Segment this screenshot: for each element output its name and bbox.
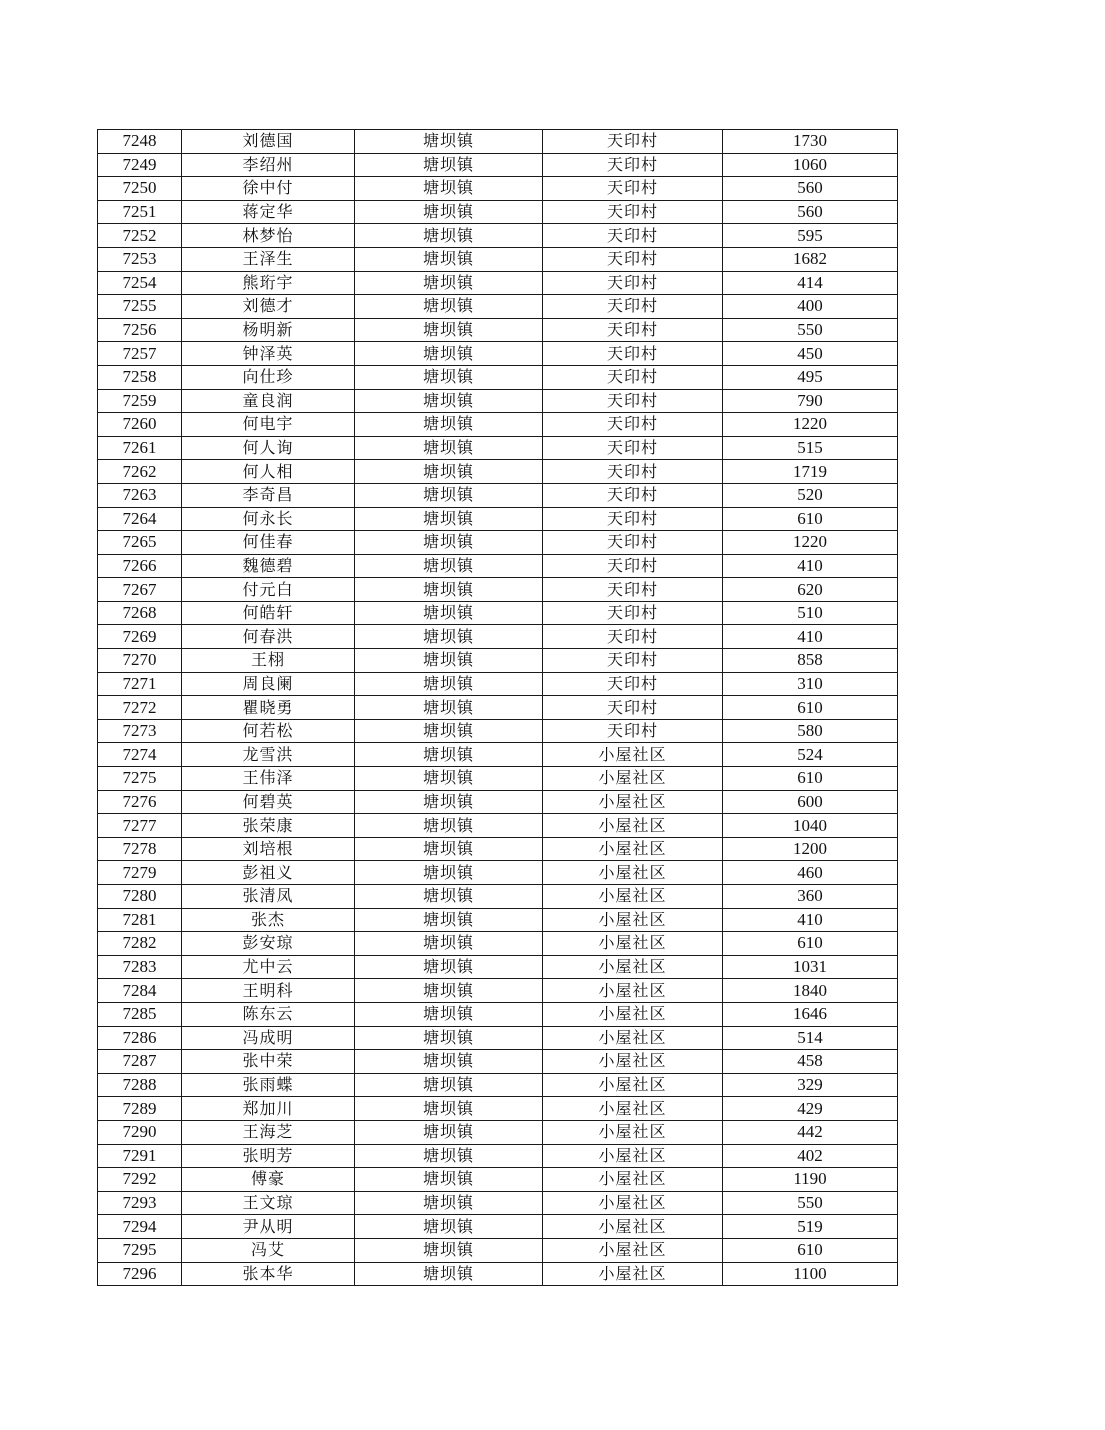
- row-number-cell: 7255: [98, 295, 182, 319]
- name-cell: 何电宇: [182, 413, 355, 437]
- amount-cell: 1031: [723, 955, 898, 979]
- village-cell: 天印村: [543, 177, 723, 201]
- amount-cell: 524: [723, 743, 898, 767]
- table-row: [98, 389, 898, 413]
- village-cell: 天印村: [543, 153, 723, 177]
- town-cell: 塘坝镇: [355, 955, 543, 979]
- village-cell: 天印村: [543, 531, 723, 555]
- table-row: [98, 649, 898, 673]
- name-cell: 尤中云: [182, 955, 355, 979]
- name-cell: 尹从明: [182, 1215, 355, 1239]
- row-number-cell: 7270: [98, 649, 182, 673]
- name-cell: 何碧英: [182, 790, 355, 814]
- town-cell: 塘坝镇: [355, 979, 543, 1003]
- name-cell: 张荣康: [182, 814, 355, 838]
- amount-cell: 410: [723, 908, 898, 932]
- amount-cell: 400: [723, 295, 898, 319]
- name-cell: 徐中付: [182, 177, 355, 201]
- table-row: [98, 1215, 898, 1239]
- amount-cell: 560: [723, 177, 898, 201]
- row-number-cell: 7288: [98, 1073, 182, 1097]
- amount-cell: 560: [723, 200, 898, 224]
- town-cell: 塘坝镇: [355, 814, 543, 838]
- name-cell: 瞿晓勇: [182, 696, 355, 720]
- row-number-cell: 7287: [98, 1050, 182, 1074]
- table-row: [98, 1238, 898, 1262]
- amount-cell: 410: [723, 625, 898, 649]
- village-cell: 天印村: [543, 460, 723, 484]
- name-cell: 张明芳: [182, 1144, 355, 1168]
- name-cell: 张杰: [182, 908, 355, 932]
- table-row: [98, 814, 898, 838]
- table-row: [98, 837, 898, 861]
- village-cell: 天印村: [543, 318, 723, 342]
- amount-cell: 610: [723, 1238, 898, 1262]
- village-cell: 小屋社区: [543, 932, 723, 956]
- town-cell: 塘坝镇: [355, 1073, 543, 1097]
- table-row: [98, 625, 898, 649]
- amount-cell: 595: [723, 224, 898, 248]
- table-row: [98, 719, 898, 743]
- name-cell: 何若松: [182, 719, 355, 743]
- row-number-cell: 7289: [98, 1097, 182, 1121]
- amount-cell: 550: [723, 1191, 898, 1215]
- village-cell: 天印村: [543, 436, 723, 460]
- amount-cell: 519: [723, 1215, 898, 1239]
- village-cell: 小屋社区: [543, 1120, 723, 1144]
- village-cell: 小屋社区: [543, 979, 723, 1003]
- village-cell: 天印村: [543, 413, 723, 437]
- village-cell: 小屋社区: [543, 814, 723, 838]
- town-cell: 塘坝镇: [355, 649, 543, 673]
- row-number-cell: 7278: [98, 837, 182, 861]
- amount-cell: 580: [723, 719, 898, 743]
- village-cell: 天印村: [543, 483, 723, 507]
- row-number-cell: 7249: [98, 153, 182, 177]
- name-cell: 何皓轩: [182, 601, 355, 625]
- amount-cell: 402: [723, 1144, 898, 1168]
- amount-cell: 1100: [723, 1262, 898, 1286]
- town-cell: 塘坝镇: [355, 365, 543, 389]
- name-cell: 林梦怡: [182, 224, 355, 248]
- village-cell: 天印村: [543, 295, 723, 319]
- town-cell: 塘坝镇: [355, 672, 543, 696]
- table-row: [98, 743, 898, 767]
- name-cell: 付元白: [182, 578, 355, 602]
- table-row: [98, 554, 898, 578]
- village-cell: 小屋社区: [543, 1073, 723, 1097]
- village-cell: 天印村: [543, 365, 723, 389]
- village-cell: 天印村: [543, 130, 723, 154]
- row-number-cell: 7292: [98, 1168, 182, 1192]
- village-cell: 小屋社区: [543, 1168, 723, 1192]
- town-cell: 塘坝镇: [355, 460, 543, 484]
- name-cell: 王明科: [182, 979, 355, 1003]
- table-row: [98, 1144, 898, 1168]
- name-cell: 郑加川: [182, 1097, 355, 1121]
- village-cell: 小屋社区: [543, 955, 723, 979]
- name-cell: 王栩: [182, 649, 355, 673]
- name-cell: 何人询: [182, 436, 355, 460]
- town-cell: 塘坝镇: [355, 885, 543, 909]
- row-number-cell: 7284: [98, 979, 182, 1003]
- town-cell: 塘坝镇: [355, 554, 543, 578]
- village-cell: 天印村: [543, 696, 723, 720]
- name-cell: 陈东云: [182, 1002, 355, 1026]
- table-row: [98, 177, 898, 201]
- row-number-cell: 7253: [98, 247, 182, 271]
- village-cell: 小屋社区: [543, 767, 723, 791]
- amount-cell: 1200: [723, 837, 898, 861]
- town-cell: 塘坝镇: [355, 1262, 543, 1286]
- town-cell: 塘坝镇: [355, 1168, 543, 1192]
- town-cell: 塘坝镇: [355, 1120, 543, 1144]
- table-row: [98, 1120, 898, 1144]
- name-cell: 童良润: [182, 389, 355, 413]
- table-row: [98, 483, 898, 507]
- table-row: [98, 460, 898, 484]
- village-cell: 天印村: [543, 271, 723, 295]
- amount-cell: 1730: [723, 130, 898, 154]
- table-row: [98, 979, 898, 1003]
- village-cell: 天印村: [543, 649, 723, 673]
- row-number-cell: 7273: [98, 719, 182, 743]
- row-number-cell: 7276: [98, 790, 182, 814]
- name-cell: 王伟泽: [182, 767, 355, 791]
- row-number-cell: 7260: [98, 413, 182, 437]
- row-number-cell: 7267: [98, 578, 182, 602]
- table-row: [98, 153, 898, 177]
- table-row: [98, 531, 898, 555]
- town-cell: 塘坝镇: [355, 483, 543, 507]
- village-cell: 小屋社区: [543, 1191, 723, 1215]
- name-cell: 钟泽英: [182, 342, 355, 366]
- row-number-cell: 7250: [98, 177, 182, 201]
- name-cell: 李奇昌: [182, 483, 355, 507]
- name-cell: 冯艾: [182, 1238, 355, 1262]
- name-cell: 杨明新: [182, 318, 355, 342]
- town-cell: 塘坝镇: [355, 837, 543, 861]
- row-number-cell: 7252: [98, 224, 182, 248]
- amount-cell: 514: [723, 1026, 898, 1050]
- name-cell: 龙雪洪: [182, 743, 355, 767]
- table-row: [98, 1002, 898, 1026]
- name-cell: 傅豪: [182, 1168, 355, 1192]
- village-cell: 天印村: [543, 601, 723, 625]
- data-table: [97, 129, 898, 1286]
- table-row: [98, 200, 898, 224]
- row-number-cell: 7281: [98, 908, 182, 932]
- row-number-cell: 7294: [98, 1215, 182, 1239]
- row-number-cell: 7295: [98, 1238, 182, 1262]
- town-cell: 塘坝镇: [355, 790, 543, 814]
- row-number-cell: 7262: [98, 460, 182, 484]
- town-cell: 塘坝镇: [355, 130, 543, 154]
- table-row: [98, 696, 898, 720]
- name-cell: 刘德才: [182, 295, 355, 319]
- name-cell: 王海芝: [182, 1120, 355, 1144]
- amount-cell: 329: [723, 1073, 898, 1097]
- village-cell: 天印村: [543, 554, 723, 578]
- table-row: [98, 1168, 898, 1192]
- town-cell: 塘坝镇: [355, 1238, 543, 1262]
- town-cell: 塘坝镇: [355, 224, 543, 248]
- name-cell: 刘培根: [182, 837, 355, 861]
- table-row: [98, 932, 898, 956]
- name-cell: 何永长: [182, 507, 355, 531]
- row-number-cell: 7264: [98, 507, 182, 531]
- village-cell: 天印村: [543, 247, 723, 271]
- town-cell: 塘坝镇: [355, 271, 543, 295]
- amount-cell: 458: [723, 1050, 898, 1074]
- village-cell: 小屋社区: [543, 1002, 723, 1026]
- table-row: [98, 578, 898, 602]
- amount-cell: 610: [723, 767, 898, 791]
- village-cell: 天印村: [543, 625, 723, 649]
- row-number-cell: 7277: [98, 814, 182, 838]
- town-cell: 塘坝镇: [355, 908, 543, 932]
- table-row: [98, 767, 898, 791]
- table-row: [98, 908, 898, 932]
- village-cell: 小屋社区: [543, 1050, 723, 1074]
- town-cell: 塘坝镇: [355, 153, 543, 177]
- amount-cell: 1040: [723, 814, 898, 838]
- name-cell: 彭安琼: [182, 932, 355, 956]
- amount-cell: 360: [723, 885, 898, 909]
- row-number-cell: 7293: [98, 1191, 182, 1215]
- row-number-cell: 7248: [98, 130, 182, 154]
- name-cell: 魏德碧: [182, 554, 355, 578]
- name-cell: 李绍州: [182, 153, 355, 177]
- amount-cell: 1840: [723, 979, 898, 1003]
- village-cell: 小屋社区: [543, 743, 723, 767]
- town-cell: 塘坝镇: [355, 696, 543, 720]
- town-cell: 塘坝镇: [355, 436, 543, 460]
- village-cell: 小屋社区: [543, 885, 723, 909]
- amount-cell: 429: [723, 1097, 898, 1121]
- town-cell: 塘坝镇: [355, 318, 543, 342]
- name-cell: 彭祖义: [182, 861, 355, 885]
- village-cell: 小屋社区: [543, 1026, 723, 1050]
- town-cell: 塘坝镇: [355, 507, 543, 531]
- table-row: [98, 130, 898, 154]
- town-cell: 塘坝镇: [355, 932, 543, 956]
- amount-cell: 1682: [723, 247, 898, 271]
- amount-cell: 414: [723, 271, 898, 295]
- town-cell: 塘坝镇: [355, 342, 543, 366]
- village-cell: 小屋社区: [543, 837, 723, 861]
- town-cell: 塘坝镇: [355, 1144, 543, 1168]
- row-number-cell: 7268: [98, 601, 182, 625]
- row-number-cell: 7282: [98, 932, 182, 956]
- amount-cell: 450: [723, 342, 898, 366]
- row-number-cell: 7286: [98, 1026, 182, 1050]
- village-cell: 小屋社区: [543, 790, 723, 814]
- amount-cell: 515: [723, 436, 898, 460]
- table-row: [98, 1073, 898, 1097]
- table-row: [98, 672, 898, 696]
- amount-cell: 1190: [723, 1168, 898, 1192]
- row-number-cell: 7261: [98, 436, 182, 460]
- row-number-cell: 7258: [98, 365, 182, 389]
- village-cell: 天印村: [543, 507, 723, 531]
- name-cell: 张清凤: [182, 885, 355, 909]
- table-row: [98, 1097, 898, 1121]
- name-cell: 周良阑: [182, 672, 355, 696]
- town-cell: 塘坝镇: [355, 767, 543, 791]
- row-number-cell: 7263: [98, 483, 182, 507]
- table-row: [98, 861, 898, 885]
- row-number-cell: 7266: [98, 554, 182, 578]
- row-number-cell: 7271: [98, 672, 182, 696]
- amount-cell: 1719: [723, 460, 898, 484]
- table-row: [98, 1050, 898, 1074]
- village-cell: 小屋社区: [543, 861, 723, 885]
- town-cell: 塘坝镇: [355, 389, 543, 413]
- amount-cell: 410: [723, 554, 898, 578]
- row-number-cell: 7269: [98, 625, 182, 649]
- amount-cell: 858: [723, 649, 898, 673]
- table-row: [98, 224, 898, 248]
- table-row: [98, 436, 898, 460]
- row-number-cell: 7272: [98, 696, 182, 720]
- town-cell: 塘坝镇: [355, 1097, 543, 1121]
- table-row: [98, 295, 898, 319]
- amount-cell: 495: [723, 365, 898, 389]
- town-cell: 塘坝镇: [355, 601, 543, 625]
- amount-cell: 510: [723, 601, 898, 625]
- town-cell: 塘坝镇: [355, 743, 543, 767]
- table-row: [98, 1262, 898, 1286]
- row-number-cell: 7254: [98, 271, 182, 295]
- table-row: [98, 1191, 898, 1215]
- row-number-cell: 7275: [98, 767, 182, 791]
- amount-cell: 460: [723, 861, 898, 885]
- table-row: [98, 885, 898, 909]
- amount-cell: 790: [723, 389, 898, 413]
- town-cell: 塘坝镇: [355, 177, 543, 201]
- amount-cell: 1060: [723, 153, 898, 177]
- town-cell: 塘坝镇: [355, 200, 543, 224]
- row-number-cell: 7257: [98, 342, 182, 366]
- name-cell: 何佳春: [182, 531, 355, 555]
- row-number-cell: 7283: [98, 955, 182, 979]
- town-cell: 塘坝镇: [355, 625, 543, 649]
- village-cell: 小屋社区: [543, 1262, 723, 1286]
- town-cell: 塘坝镇: [355, 1050, 543, 1074]
- table-row: [98, 247, 898, 271]
- table-row: [98, 601, 898, 625]
- row-number-cell: 7274: [98, 743, 182, 767]
- amount-cell: 1220: [723, 413, 898, 437]
- village-cell: 天印村: [543, 719, 723, 743]
- amount-cell: 610: [723, 696, 898, 720]
- table-row: [98, 790, 898, 814]
- town-cell: 塘坝镇: [355, 1215, 543, 1239]
- amount-cell: 310: [723, 672, 898, 696]
- row-number-cell: 7296: [98, 1262, 182, 1286]
- village-cell: 天印村: [543, 672, 723, 696]
- town-cell: 塘坝镇: [355, 861, 543, 885]
- name-cell: 刘德国: [182, 130, 355, 154]
- town-cell: 塘坝镇: [355, 295, 543, 319]
- row-number-cell: 7256: [98, 318, 182, 342]
- row-number-cell: 7285: [98, 1002, 182, 1026]
- name-cell: 王文琼: [182, 1191, 355, 1215]
- name-cell: 张中荣: [182, 1050, 355, 1074]
- village-cell: 小屋社区: [543, 1215, 723, 1239]
- amount-cell: 1646: [723, 1002, 898, 1026]
- town-cell: 塘坝镇: [355, 1026, 543, 1050]
- amount-cell: 600: [723, 790, 898, 814]
- town-cell: 塘坝镇: [355, 1002, 543, 1026]
- amount-cell: 442: [723, 1120, 898, 1144]
- name-cell: 王泽生: [182, 247, 355, 271]
- amount-cell: 610: [723, 932, 898, 956]
- amount-cell: 1220: [723, 531, 898, 555]
- name-cell: 何人相: [182, 460, 355, 484]
- table-row: [98, 955, 898, 979]
- row-number-cell: 7290: [98, 1120, 182, 1144]
- name-cell: 熊珩宇: [182, 271, 355, 295]
- amount-cell: 610: [723, 507, 898, 531]
- table-row: [98, 507, 898, 531]
- village-cell: 小屋社区: [543, 908, 723, 932]
- name-cell: 冯成明: [182, 1026, 355, 1050]
- amount-cell: 550: [723, 318, 898, 342]
- amount-cell: 620: [723, 578, 898, 602]
- town-cell: 塘坝镇: [355, 719, 543, 743]
- row-number-cell: 7265: [98, 531, 182, 555]
- row-number-cell: 7291: [98, 1144, 182, 1168]
- table-row: [98, 318, 898, 342]
- name-cell: 向仕珍: [182, 365, 355, 389]
- village-cell: 小屋社区: [543, 1238, 723, 1262]
- village-cell: 天印村: [543, 389, 723, 413]
- village-cell: 小屋社区: [543, 1097, 723, 1121]
- town-cell: 塘坝镇: [355, 578, 543, 602]
- name-cell: 蒋定华: [182, 200, 355, 224]
- table-row: [98, 342, 898, 366]
- table-row: [98, 1026, 898, 1050]
- village-cell: 天印村: [543, 578, 723, 602]
- village-cell: 天印村: [543, 342, 723, 366]
- town-cell: 塘坝镇: [355, 413, 543, 437]
- name-cell: 何春洪: [182, 625, 355, 649]
- name-cell: 张雨蝶: [182, 1073, 355, 1097]
- table-body: [98, 130, 898, 1286]
- row-number-cell: 7280: [98, 885, 182, 909]
- town-cell: 塘坝镇: [355, 531, 543, 555]
- table-row: [98, 413, 898, 437]
- village-cell: 小屋社区: [543, 1144, 723, 1168]
- town-cell: 塘坝镇: [355, 1191, 543, 1215]
- name-cell: 张本华: [182, 1262, 355, 1286]
- village-cell: 天印村: [543, 200, 723, 224]
- amount-cell: 520: [723, 483, 898, 507]
- table-row: [98, 365, 898, 389]
- table-row: [98, 271, 898, 295]
- town-cell: 塘坝镇: [355, 247, 543, 271]
- row-number-cell: 7279: [98, 861, 182, 885]
- row-number-cell: 7251: [98, 200, 182, 224]
- village-cell: 天印村: [543, 224, 723, 248]
- row-number-cell: 7259: [98, 389, 182, 413]
